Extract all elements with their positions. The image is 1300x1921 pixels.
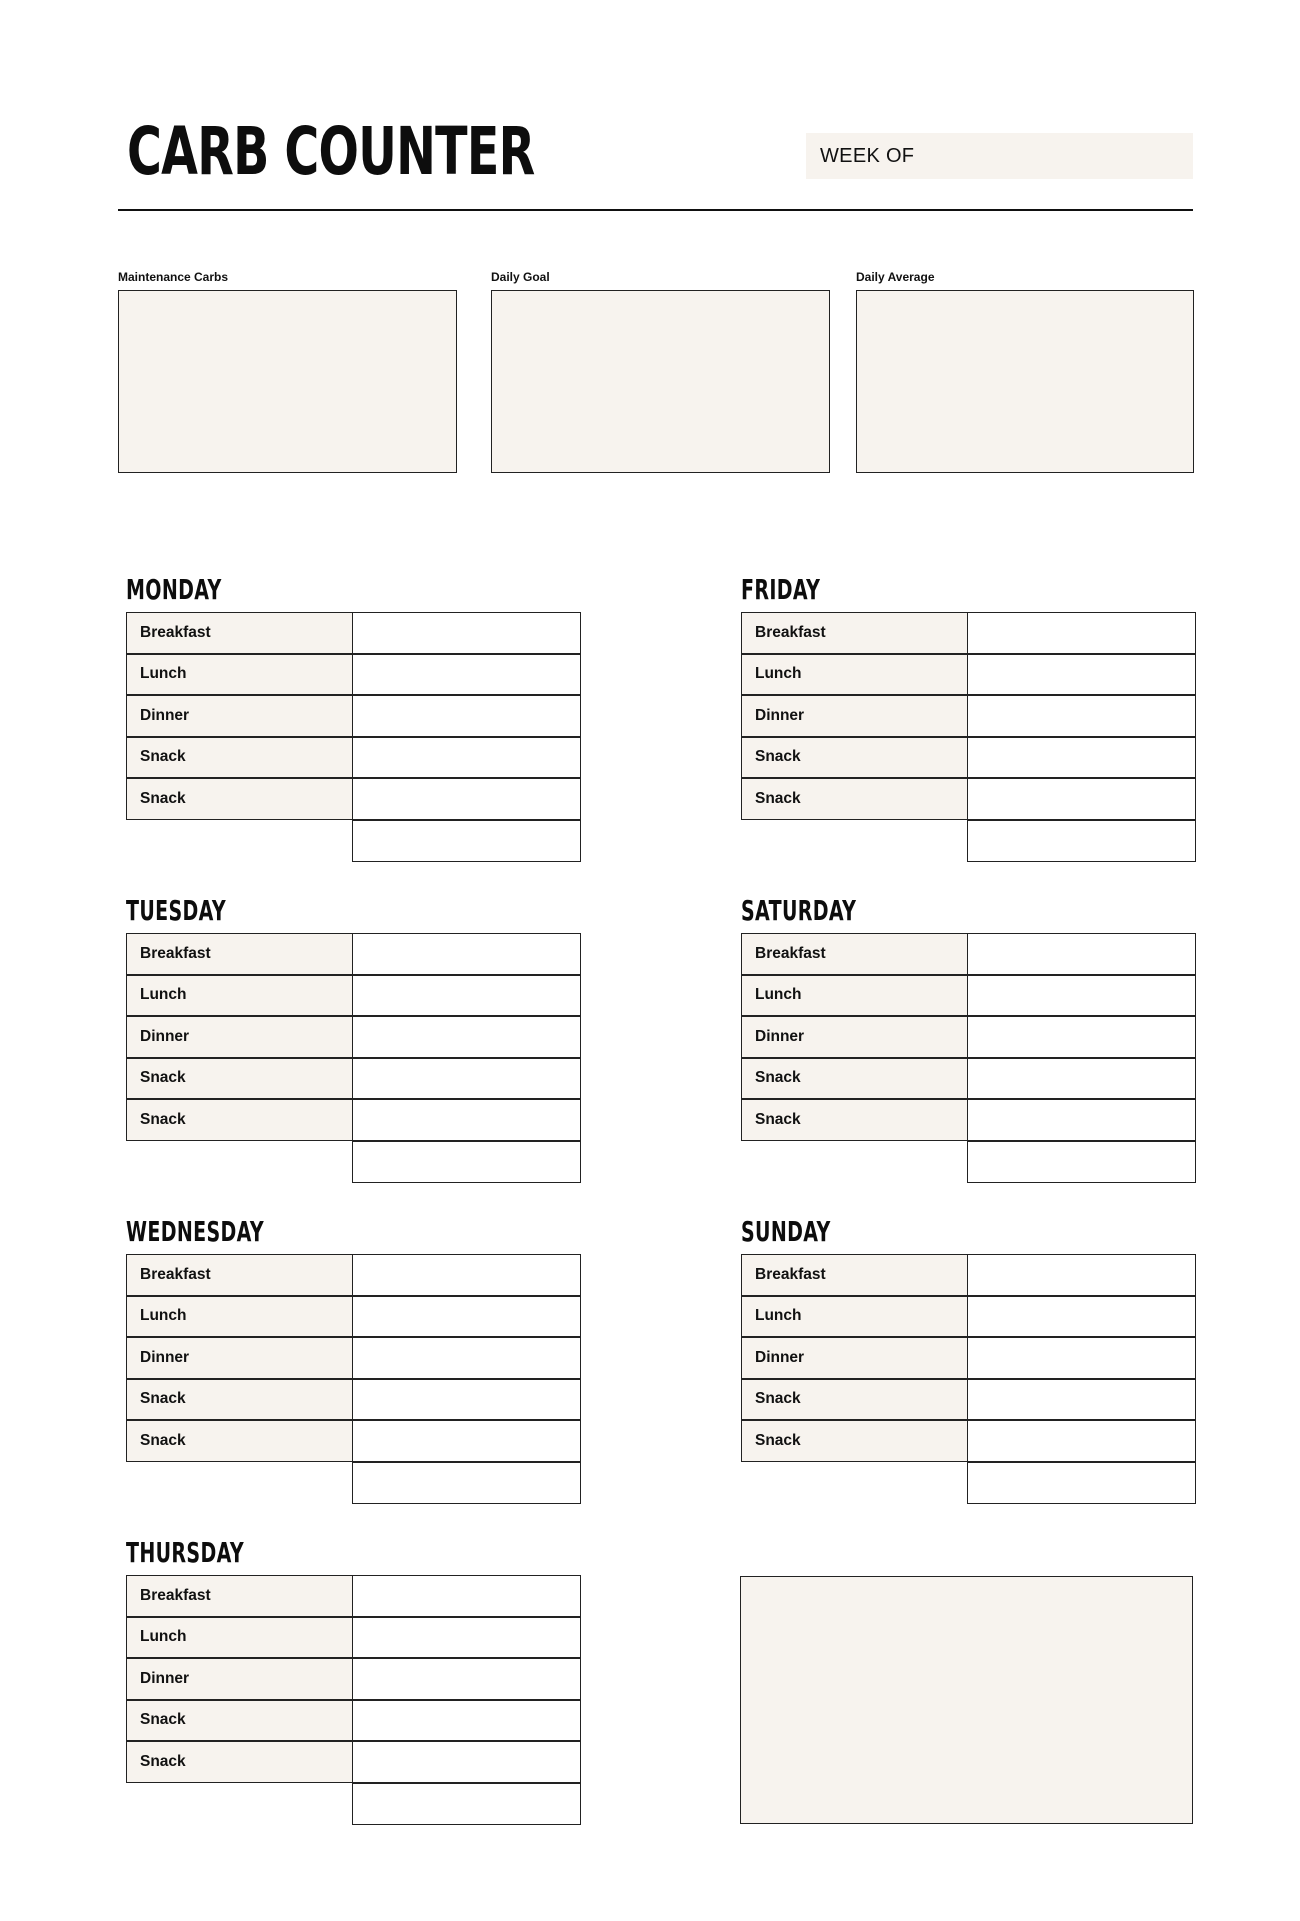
meal-label: Breakfast	[126, 1254, 353, 1296]
meal-label: Snack	[126, 1099, 353, 1141]
meal-label: Snack	[126, 778, 353, 820]
meal-carbs-input[interactable]	[352, 778, 581, 820]
meal-carbs-input[interactable]	[352, 1296, 581, 1338]
day-heading-tuesday: TUESDAY	[126, 894, 227, 927]
meal-table-friday	[741, 612, 1196, 861]
meal-label: Breakfast	[126, 612, 353, 654]
meal-table-tuesday	[126, 933, 581, 1182]
meal-carbs-input[interactable]	[352, 1337, 581, 1379]
meal-carbs-input[interactable]	[352, 1379, 581, 1421]
meal-row	[126, 975, 581, 1017]
meal-label: Breakfast	[741, 612, 968, 654]
meal-carbs-input[interactable]	[967, 1099, 1196, 1141]
meal-carbs-input[interactable]	[352, 1617, 581, 1659]
meal-label: Snack	[741, 737, 968, 779]
meal-row	[126, 1058, 581, 1100]
meal-carbs-input[interactable]	[967, 1379, 1196, 1421]
meal-row	[741, 975, 1196, 1017]
meal-carbs-input[interactable]	[967, 654, 1196, 696]
meal-row	[126, 1379, 581, 1421]
meal-table-sunday	[741, 1254, 1196, 1503]
meal-label: Snack	[126, 1741, 353, 1783]
notes-box[interactable]	[740, 1576, 1193, 1824]
meal-label: Dinner	[741, 1337, 968, 1379]
meal-label: Dinner	[126, 1658, 353, 1700]
meal-row	[126, 933, 581, 975]
meal-carbs-input[interactable]	[352, 1700, 581, 1742]
meal-row	[126, 612, 581, 654]
meal-carbs-input[interactable]	[967, 737, 1196, 779]
meal-carbs-input[interactable]	[967, 1420, 1196, 1462]
meal-label: Snack	[741, 1058, 968, 1100]
meal-row	[126, 1617, 581, 1659]
maintenance-carbs-label: Maintenance Carbs	[118, 270, 229, 284]
meal-label: Snack	[741, 1379, 968, 1421]
meal-label: Snack	[741, 778, 968, 820]
meal-carbs-input[interactable]	[352, 1658, 581, 1700]
meal-row	[741, 695, 1196, 737]
daily-total-input[interactable]	[352, 1141, 581, 1183]
daily-average-box[interactable]	[856, 290, 1194, 473]
meal-row	[126, 695, 581, 737]
meal-row	[126, 1254, 581, 1296]
day-heading-monday: MONDAY	[126, 573, 222, 606]
meal-row	[741, 612, 1196, 654]
meal-label: Snack	[741, 1420, 968, 1462]
daily-goal-box[interactable]	[491, 290, 830, 473]
meal-label: Breakfast	[126, 1575, 353, 1617]
meal-row	[126, 654, 581, 696]
meal-row	[126, 1700, 581, 1742]
meal-carbs-input[interactable]	[967, 778, 1196, 820]
meal-label: Dinner	[126, 1337, 353, 1379]
meal-row	[126, 1741, 581, 1783]
meal-table-monday	[126, 612, 581, 861]
meal-label: Breakfast	[126, 933, 353, 975]
maintenance-carbs-box[interactable]	[118, 290, 457, 473]
meal-carbs-input[interactable]	[352, 654, 581, 696]
meal-row	[741, 1296, 1196, 1338]
meal-table-saturday	[741, 933, 1196, 1182]
meal-label: Dinner	[126, 695, 353, 737]
meal-carbs-input[interactable]	[967, 933, 1196, 975]
meal-row	[126, 1296, 581, 1338]
daily-total-input[interactable]	[967, 1141, 1196, 1183]
meal-row	[126, 737, 581, 779]
meal-table-wednesday	[126, 1254, 581, 1503]
meal-carbs-input[interactable]	[967, 1337, 1196, 1379]
meal-label: Dinner	[126, 1016, 353, 1058]
meal-label: Lunch	[126, 975, 353, 1017]
meal-carbs-input[interactable]	[352, 695, 581, 737]
meal-row	[741, 1099, 1196, 1141]
week-of-field[interactable]	[806, 133, 1193, 179]
meal-carbs-input[interactable]	[967, 1254, 1196, 1296]
meal-row	[126, 778, 581, 820]
meal-carbs-input[interactable]	[352, 975, 581, 1017]
meal-row	[741, 737, 1196, 779]
meal-label: Snack	[741, 1099, 968, 1141]
header-divider	[118, 209, 1193, 211]
meal-label: Snack	[126, 1420, 353, 1462]
daily-goal-label: Daily Goal	[491, 270, 550, 284]
day-heading-saturday: SATURDAY	[741, 894, 857, 927]
meal-carbs-input[interactable]	[352, 1741, 581, 1783]
meal-label: Lunch	[741, 1296, 968, 1338]
meal-label: Snack	[126, 1700, 353, 1742]
meal-carbs-input[interactable]	[352, 737, 581, 779]
meal-row	[741, 1337, 1196, 1379]
meal-row	[741, 1016, 1196, 1058]
meal-row	[741, 778, 1196, 820]
daily-total-input[interactable]	[967, 1462, 1196, 1504]
meal-carbs-input[interactable]	[352, 612, 581, 654]
meal-row	[126, 1575, 581, 1617]
meal-label: Snack	[126, 1058, 353, 1100]
meal-row	[741, 1379, 1196, 1421]
meal-label: Snack	[126, 737, 353, 779]
meal-label: Dinner	[741, 1016, 968, 1058]
day-heading-thursday: THURSDAY	[126, 1536, 244, 1569]
meal-carbs-input[interactable]	[967, 1016, 1196, 1058]
meal-row	[741, 1254, 1196, 1296]
meal-row	[126, 1658, 581, 1700]
meal-carbs-input[interactable]	[352, 933, 581, 975]
meal-row	[126, 1099, 581, 1141]
meal-carbs-input[interactable]	[967, 975, 1196, 1017]
meal-row	[126, 1016, 581, 1058]
meal-carbs-input[interactable]	[352, 1016, 581, 1058]
meal-row	[126, 1337, 581, 1379]
meal-row	[741, 933, 1196, 975]
day-heading-wednesday: WEDNESDAY	[126, 1215, 265, 1248]
meal-row	[741, 654, 1196, 696]
meal-row	[741, 1058, 1196, 1100]
meal-carbs-input[interactable]	[352, 1254, 581, 1296]
meal-label: Lunch	[126, 654, 353, 696]
meal-table-thursday	[126, 1575, 581, 1824]
daily-total-input[interactable]	[352, 1462, 581, 1504]
daily-total-input[interactable]	[967, 820, 1196, 862]
meal-label: Dinner	[741, 695, 968, 737]
meal-carbs-input[interactable]	[352, 1575, 581, 1617]
meal-row	[126, 1420, 581, 1462]
meal-label: Breakfast	[741, 1254, 968, 1296]
meal-carbs-input[interactable]	[967, 612, 1196, 654]
page-title: CARB COUNTER	[127, 113, 535, 190]
meal-label: Snack	[126, 1379, 353, 1421]
meal-row	[741, 1420, 1196, 1462]
meal-carbs-input[interactable]	[352, 1099, 581, 1141]
meal-carbs-input[interactable]	[352, 1420, 581, 1462]
daily-total-input[interactable]	[352, 1783, 581, 1825]
meal-label: Lunch	[126, 1296, 353, 1338]
day-heading-sunday: SUNDAY	[741, 1215, 831, 1248]
meal-carbs-input[interactable]	[967, 695, 1196, 737]
daily-total-input[interactable]	[352, 820, 581, 862]
meal-carbs-input[interactable]	[967, 1058, 1196, 1100]
meal-label: Lunch	[741, 975, 968, 1017]
daily-average-label: Daily Average	[856, 270, 935, 284]
week-of-label: WEEK OF	[820, 144, 915, 167]
meal-carbs-input[interactable]	[967, 1296, 1196, 1338]
meal-carbs-input[interactable]	[352, 1058, 581, 1100]
meal-label: Lunch	[741, 654, 968, 696]
day-heading-friday: FRIDAY	[741, 573, 821, 606]
meal-label: Breakfast	[741, 933, 968, 975]
meal-label: Lunch	[126, 1617, 353, 1659]
